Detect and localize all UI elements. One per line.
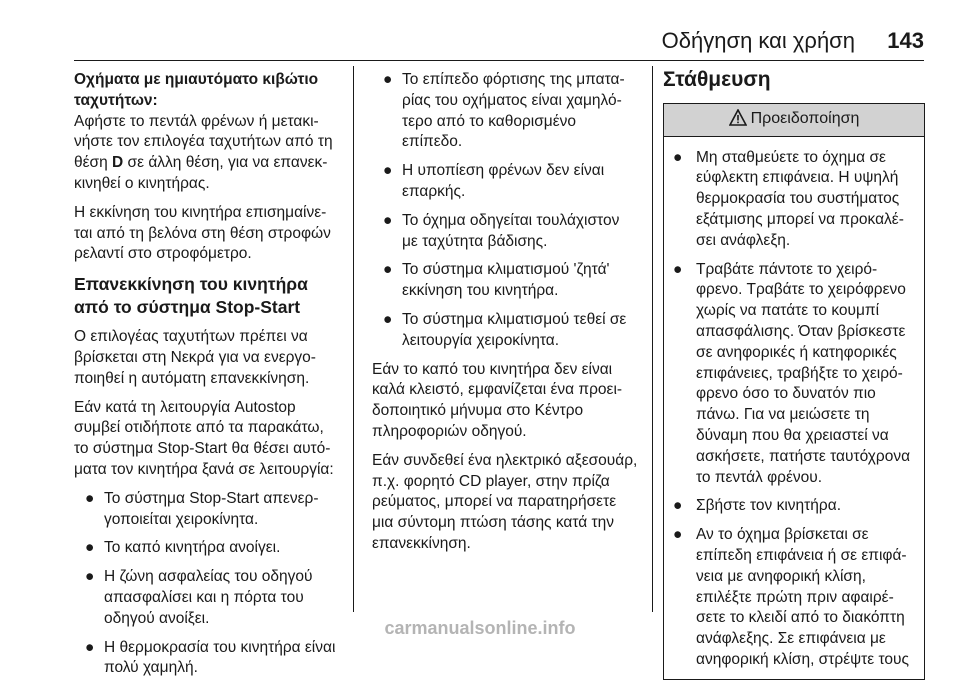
warning-header bbox=[664, 104, 924, 137]
warning-triangle-icon bbox=[729, 109, 747, 126]
column-1 bbox=[74, 70, 342, 687]
watermark: carmanualsonline.info bbox=[384, 618, 576, 638]
bullet-icon: ● bbox=[673, 148, 683, 166]
bullet-icon: ● bbox=[383, 211, 393, 229]
page-number: 143 bbox=[887, 28, 924, 53]
page-header bbox=[0, 24, 960, 54]
list-item: ● Σβήστε τον κινητήρα. bbox=[672, 496, 916, 517]
list-item: ● Η θερμοκρασία του κινητήρα είναι πολύ χαμηλή. bbox=[85, 638, 336, 677]
paragraph-neutral: Ο επιλογέας ταχυτήτων πρέπει να βρίσκεται στη Νεκρά για να ενεργο-ποιηθεί η αυτόματη επανεκκίνηση. bbox=[74, 328, 316, 387]
bullet-icon: ● bbox=[673, 260, 683, 278]
bullet-icon: ● bbox=[383, 261, 393, 279]
list-item: ● Το επίπεδο φόρτισης της μπατα-ρίας του οχήματος είναι χαμηλό-τερο από το καθορισμένο επίπεδο. bbox=[383, 71, 625, 151]
warning-label: Προειδοποίηση bbox=[750, 109, 860, 127]
bullet-icon: ● bbox=[383, 310, 393, 328]
bullet-icon: ● bbox=[383, 71, 393, 88]
restart-condition-list bbox=[74, 489, 342, 679]
restart-condition-list-continued bbox=[372, 70, 638, 352]
paragraph-engine-start-indication: Η εκκίνηση του κινητήρα επισημαίνε-ται από τη βελόνα στη θέση στροφών ρελαντί στο στροφόμετρο. bbox=[74, 203, 331, 263]
list-item: ● Το σύστημα κλιματισμού τεθεί σε λειτουργία χειροκίνητα. bbox=[383, 310, 627, 349]
column-2 bbox=[372, 70, 638, 563]
list-item: ● Αν το όχημα βρίσκεται σε επίπεδη επιφάνεια ή σε επιφά-νεια με ανηφορική κλίση, επιλέξτε πρώτη πριν αφαιρέ-σετε το κλειδί από το διακόπτη ανάφλεξης. Σε επιφάνεια με ανηφορική κλίση, στρέψτε τους bbox=[673, 526, 909, 668]
column-3 bbox=[663, 70, 925, 680]
bullet-icon: ● bbox=[673, 526, 683, 544]
bullet-icon: ● bbox=[85, 638, 95, 656]
paragraph-accessory-voltage: Εάν συνδεθεί ένα ηλεκτρικό αξεσουάρ, π.χ. φορητό CD player, στην πρίζα ρεύματος, μπορεί να παρατηρήσετε μια σύντομη πτώση τάσης κατά την επανεκκίνηση. bbox=[372, 451, 638, 552]
parking-warning-list bbox=[672, 148, 916, 671]
paragraph-conditions: Εάν κατά τη λειτουργία Autostop συμβεί οτιδήποτε από τα παρακάτω, το σύστημα Stop-Start θα θέσει αυτό-ματα τον κινητήρα ξανά σε λειτουργία: bbox=[74, 398, 334, 478]
list-item: ● Τραβάτε πάντοτε το χειρό-φρενο. Τραβάτε το χειρόφρενο χωρίς να πατάτε το κουμπί απασφάλισης. Όταν βρίσκεστε σε ανηφορικές ή κατηφορικές επιφάνειες, τραβήξτε το χειρό-φρενο όσο το δυνατόν πιο πάνω. Για να μειώσετε τη δύναμη που θα χρειαστεί να ασκήσετε, πατήστε ταυτόχρονα το πεντάλ φρένου. bbox=[673, 260, 911, 486]
column-divider-2 bbox=[652, 66, 653, 612]
warning-box bbox=[663, 103, 925, 680]
header-rule bbox=[74, 60, 924, 61]
heading-restart: Επανεκκίνηση του κινητήρα από το σύστημα Stop-Start bbox=[74, 274, 308, 318]
list-item: ● Μη σταθμεύετε το όχημα σε εύφλεκτη επιφάνεια. Η υψηλή θερμοκρασία του συστήματος εξάτμισης μπορεί να προκαλέ-σει ανάφλεξη. bbox=[673, 148, 904, 249]
intro-text-before: Αφήστε το πεντάλ φρένων ή μετακι-νήστε τον επιλογέα ταχυτήτων από τη θέση bbox=[74, 112, 333, 172]
bullet-icon: ● bbox=[85, 539, 95, 557]
list-item: ● Η ζώνη ασφαλείας του οδηγού απασφαλίσει και η πόρτα του οδηγού ανοίξει. bbox=[85, 568, 313, 627]
list-item: ● Η υποπίεση φρένων δεν είναι επαρκής. bbox=[383, 162, 605, 200]
list-item: ● Το καπό κινητήρα ανοίγει. bbox=[74, 538, 342, 559]
bullet-icon: ● bbox=[383, 162, 393, 180]
heading-parking: Στάθμευση bbox=[663, 68, 771, 91]
intro-paragraph bbox=[74, 112, 342, 195]
paragraph-hood-warning: Εάν το καπό του κινητήρα δεν είναι καλά κλειστό, εμφανίζεται ένα προει-δοποιητικό μήνυμα στο Κέντρο πληροφοριών οδηγού. bbox=[372, 360, 623, 440]
list-item: ● Το σύστημα κλιματισμού 'ζητά' εκκίνηση του κινητήρα. bbox=[383, 261, 610, 300]
list-item: ● Το όχημα οδηγείται τουλάχιστον με ταχύτητα βάδισης. bbox=[383, 211, 620, 250]
column-divider-1 bbox=[353, 66, 354, 612]
bullet-icon: ● bbox=[85, 489, 95, 507]
warning-body bbox=[664, 137, 924, 671]
bullet-icon: ● bbox=[85, 568, 95, 586]
intro-heading: Οχήματα με ημιαυτόματο κιβώτιο ταχυτήτων: bbox=[74, 71, 319, 109]
gear-position-d: D bbox=[112, 154, 124, 172]
bullet-icon: ● bbox=[673, 497, 683, 515]
intro-text-after: σε άλλη θέση, για να επανεκ-κινηθεί ο κινητήρας. bbox=[74, 154, 328, 192]
list-item: ● Το σύστημα Stop-Start απενερ-γοποιείται χειροκίνητα. bbox=[85, 489, 319, 528]
section-title: Οδήγηση και χρήση bbox=[661, 28, 855, 53]
